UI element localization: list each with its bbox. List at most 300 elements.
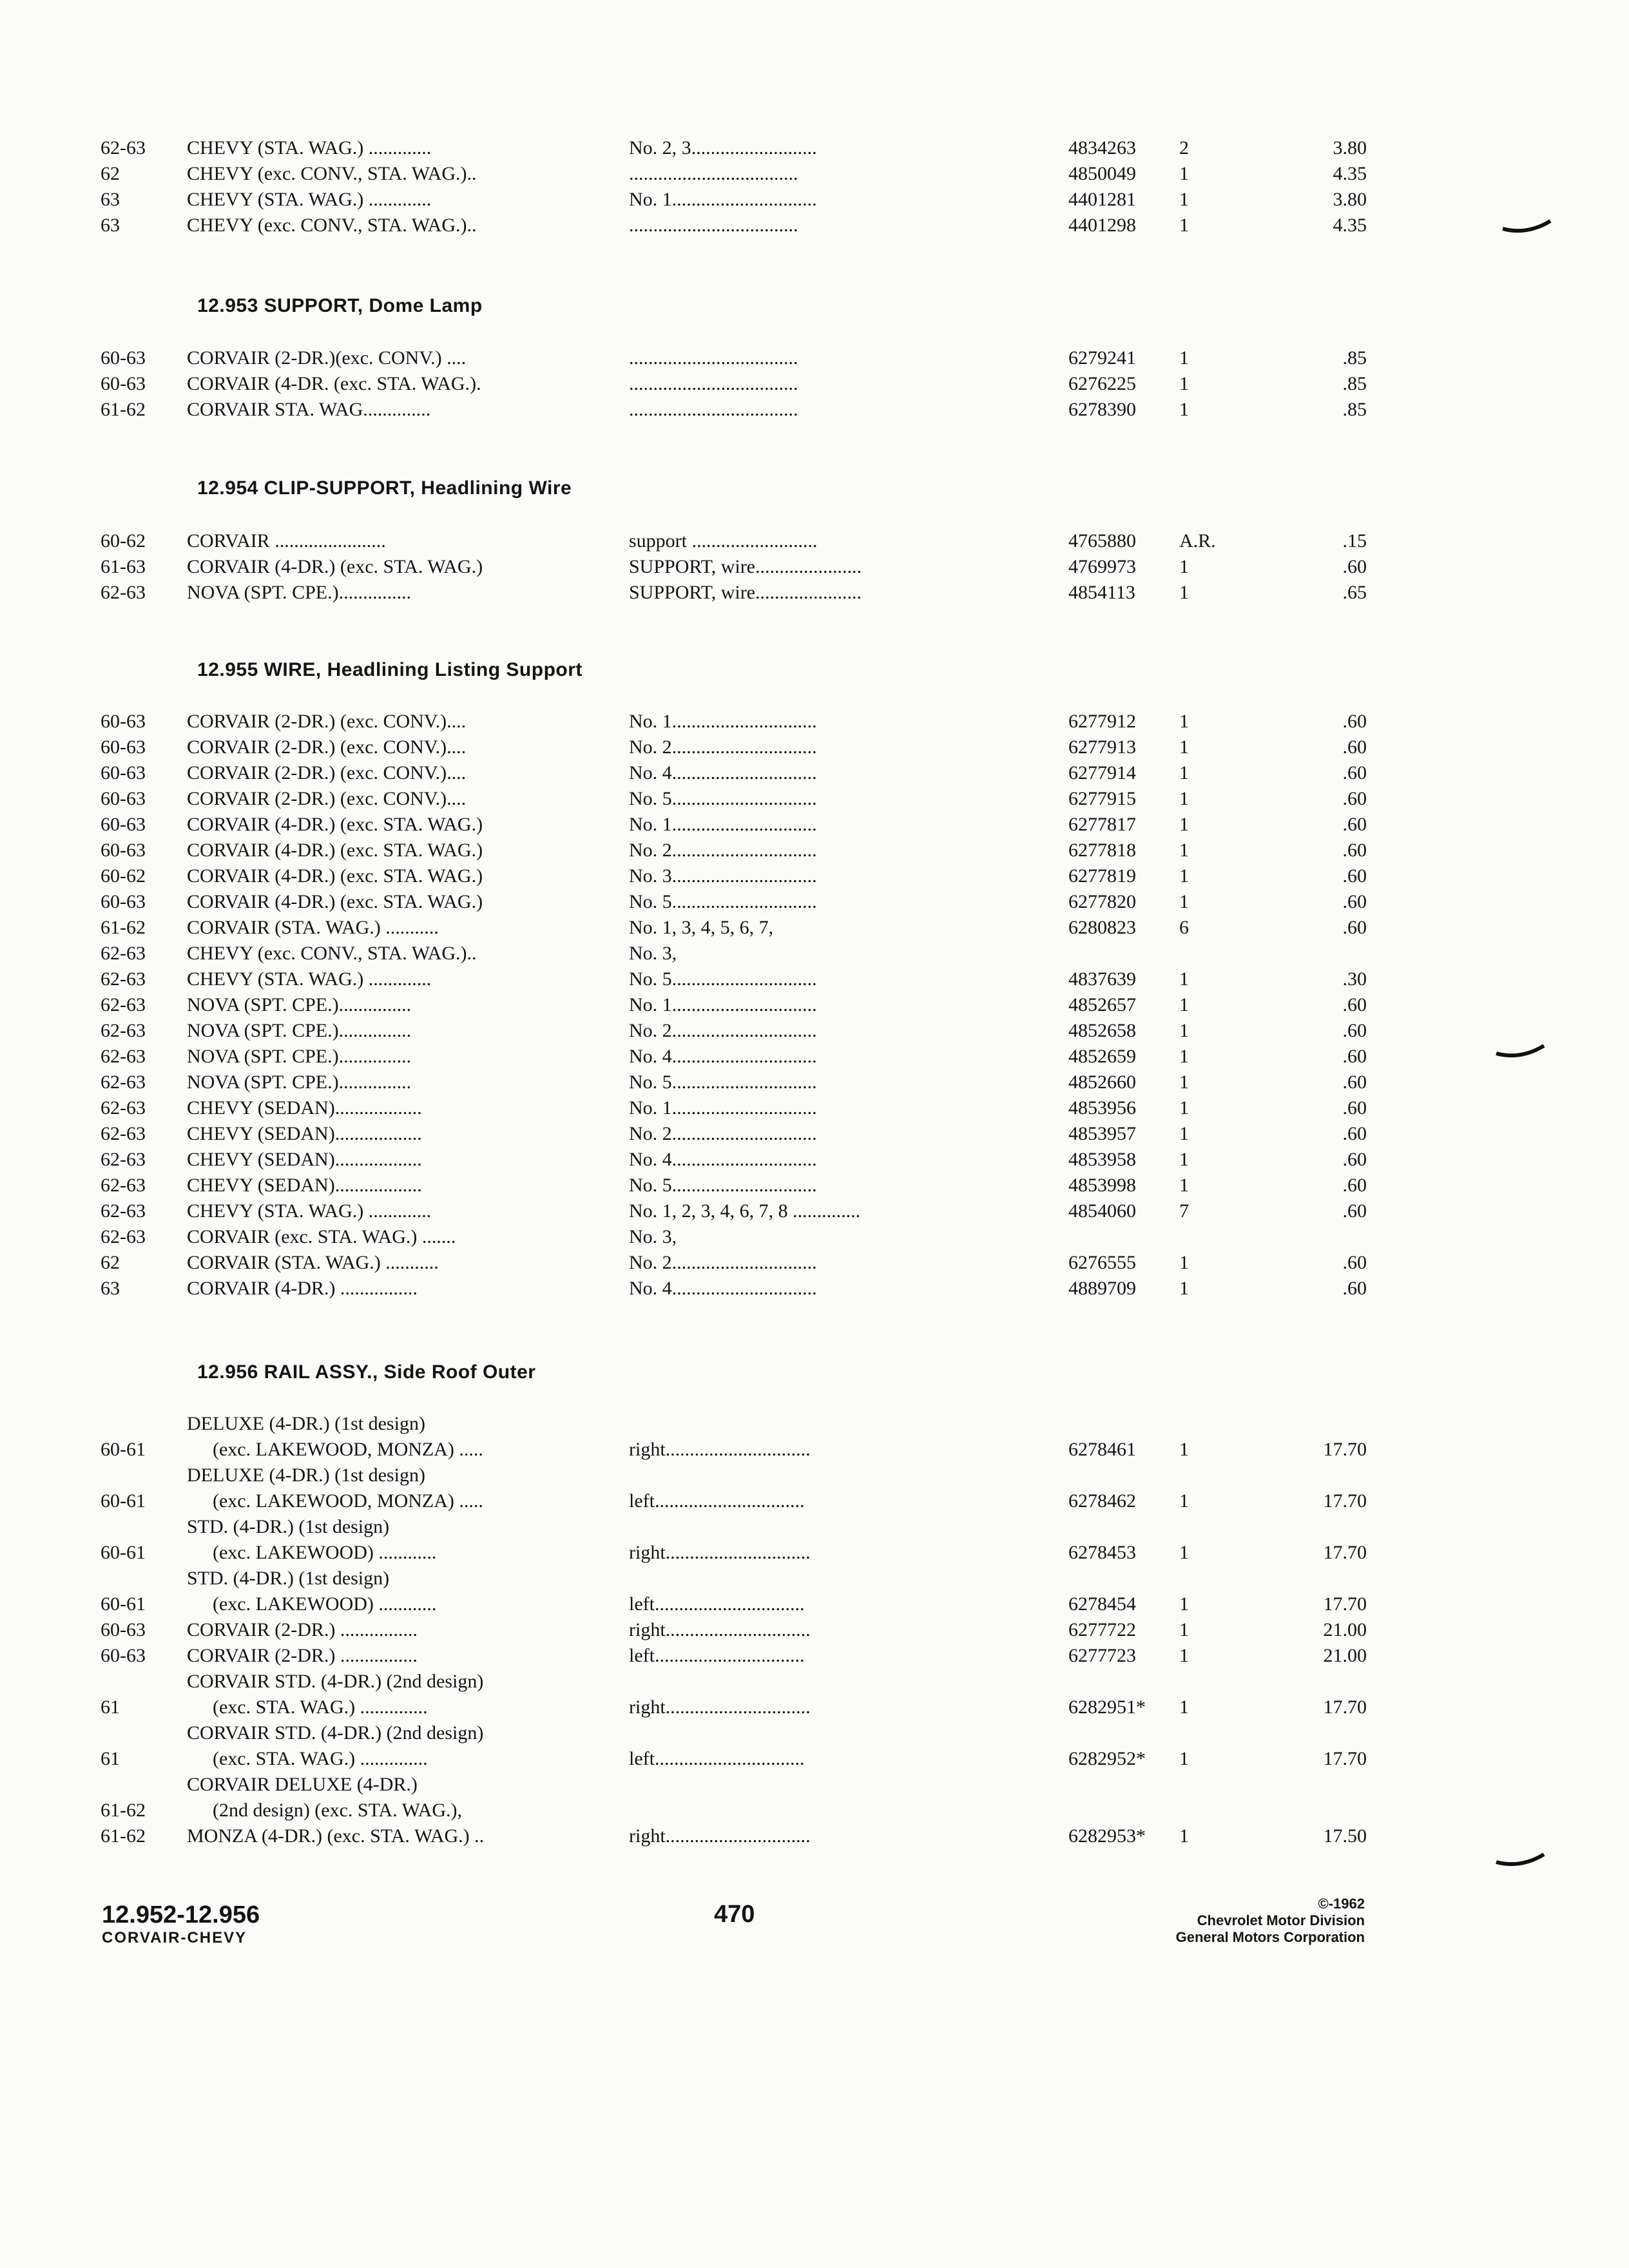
parts-table-row — [101, 1617, 1367, 1643]
price: .85 — [1342, 373, 1367, 394]
parts-table-row — [101, 161, 1367, 187]
part-number: 4853998 — [1068, 1175, 1136, 1196]
quantity: 1 — [1179, 1046, 1189, 1067]
part-description: ................................... — [629, 347, 798, 369]
part-number: 6282951* — [1068, 1696, 1146, 1718]
quantity: 1 — [1179, 891, 1189, 912]
section-heading: 12.953 SUPPORT, Dome Lamp — [197, 295, 483, 316]
parts-table-row — [101, 760, 1367, 786]
parts-table-row — [101, 992, 1367, 1018]
model-name: CORVAIR (2-DR.) (exc. CONV.).... — [187, 762, 467, 783]
quantity: 1 — [1179, 1072, 1189, 1093]
price: 17.70 — [1323, 1593, 1367, 1615]
model-name: CORVAIR (STA. WAG.) ........... — [187, 1252, 439, 1273]
part-number: 4852658 — [1068, 1020, 1136, 1041]
part-number: 6277819 — [1068, 865, 1136, 887]
model-name: CORVAIR STD. (4-DR.) (2nd design) — [187, 1671, 484, 1692]
part-description: ................................... — [629, 399, 798, 420]
part-description: No. 4.............................. — [629, 1046, 817, 1067]
part-description: No. 4.............................. — [629, 762, 817, 783]
model-year: 62-63 — [101, 968, 146, 990]
model-name: CORVAIR (2-DR.) (exc. CONV.).... — [187, 711, 467, 732]
footer-division: Chevrolet Motor Division — [1197, 1912, 1365, 1928]
price: .60 — [1342, 1149, 1367, 1170]
part-number: 6276225 — [1068, 373, 1136, 394]
quantity: 1 — [1179, 711, 1189, 732]
model-year: 62-63 — [101, 1097, 146, 1119]
part-description: left............................... — [629, 1490, 805, 1512]
parts-table-row — [101, 1669, 1367, 1720]
model-name: CORVAIR (2-DR.) ................ — [187, 1645, 418, 1666]
quantity: 1 — [1179, 1619, 1189, 1640]
quantity: 1 — [1179, 1097, 1189, 1119]
model-name-continued: (exc. LAKEWOOD, MONZA) ..... — [213, 1439, 483, 1460]
model-name: MONZA (4-DR.) (exc. STA. WAG.) .. — [187, 1825, 485, 1847]
price: .60 — [1342, 711, 1367, 732]
part-number: 6276555 — [1068, 1252, 1136, 1273]
parts-table-row — [101, 1224, 1299, 1250]
scan-mark — [1495, 1849, 1547, 1875]
model-year: 61 — [101, 1748, 120, 1769]
model-year: 60-61 — [101, 1593, 146, 1615]
model-year: 63 — [101, 215, 120, 236]
part-description: No. 2.............................. — [629, 736, 817, 758]
model-name: CORVAIR ....................... — [187, 530, 386, 552]
model-name: CORVAIR (4-DR.) (exc. STA. WAG.) — [187, 865, 483, 887]
model-name: CORVAIR (4-DR.) ................ — [187, 1278, 418, 1299]
model-name: CORVAIR STD. (4-DR.) (2nd design) — [187, 1722, 484, 1744]
price: .60 — [1342, 814, 1367, 835]
parts-table-row — [101, 1772, 1299, 1823]
part-number: 4854060 — [1068, 1200, 1136, 1222]
footer-line-name: CORVAIR-CHEVY — [102, 1929, 247, 1946]
price: 4.35 — [1333, 215, 1367, 236]
quantity: 1 — [1179, 1645, 1189, 1666]
quantity: 1 — [1179, 189, 1189, 210]
part-description: No. 5.............................. — [629, 968, 817, 990]
model-year: 61 — [101, 1696, 120, 1718]
quantity: 1 — [1179, 1175, 1189, 1196]
quantity: 1 — [1179, 347, 1189, 369]
model-name: NOVA (SPT. CPE.)............... — [187, 582, 412, 603]
quantity: 1 — [1179, 1696, 1189, 1718]
part-description: right.............................. — [629, 1542, 811, 1563]
quantity: 1 — [1179, 1542, 1189, 1563]
model-year: 63 — [101, 1278, 120, 1299]
quantity: 6 — [1179, 917, 1189, 938]
price: 17.70 — [1323, 1439, 1367, 1460]
model-year: 61-63 — [101, 556, 146, 577]
quantity: 1 — [1179, 1593, 1189, 1615]
scan-mark — [1495, 1041, 1547, 1066]
price: .60 — [1342, 1123, 1367, 1144]
part-number: 4837639 — [1068, 968, 1136, 990]
part-number: 6277913 — [1068, 736, 1136, 758]
part-description: left............................... — [629, 1593, 805, 1615]
parts-table-row — [101, 397, 1367, 423]
parts-table-row — [101, 345, 1367, 371]
part-description: No. 3, — [629, 943, 677, 964]
part-number: 6278461 — [1068, 1439, 1136, 1460]
model-name: CORVAIR (4-DR.) (exc. STA. WAG.) — [187, 891, 483, 912]
part-description: No. 2.............................. — [629, 1020, 817, 1041]
quantity: 1 — [1179, 1123, 1189, 1144]
price: .60 — [1342, 1175, 1367, 1196]
model-year: 62-63 — [101, 1072, 146, 1093]
model-name-continued: (exc. STA. WAG.) .............. — [213, 1696, 428, 1718]
model-name: CORVAIR (4-DR.) (exc. STA. WAG.) — [187, 556, 483, 577]
footer-section-range: 12.952-12.956 — [102, 1901, 260, 1928]
price: .15 — [1342, 530, 1367, 552]
model-year: 60-63 — [101, 891, 146, 912]
part-number: 4401281 — [1068, 189, 1136, 210]
footer-section-ref — [102, 1901, 260, 1947]
part-number: 6278390 — [1068, 399, 1136, 420]
model-year: 61-62 — [101, 1800, 146, 1821]
model-name: CHEVY (SEDAN).................. — [187, 1123, 422, 1144]
price: .60 — [1342, 865, 1367, 887]
parts-table-row — [101, 1198, 1367, 1224]
part-description: SUPPORT, wire...................... — [629, 556, 862, 577]
price: 4.35 — [1333, 163, 1367, 184]
model-year: 62 — [101, 163, 120, 184]
page-number: 470 — [714, 1901, 755, 1928]
parts-table-row — [101, 554, 1367, 580]
part-number: 6278454 — [1068, 1593, 1136, 1615]
model-name: CHEVY (STA. WAG.) ............. — [187, 1200, 432, 1222]
part-description: No. 5.............................. — [629, 1175, 817, 1196]
model-name: NOVA (SPT. CPE.)............... — [187, 1046, 412, 1067]
price: .60 — [1342, 1072, 1367, 1093]
part-number: 4852659 — [1068, 1046, 1136, 1067]
model-year: 62-63 — [101, 1123, 146, 1144]
price: .60 — [1342, 1046, 1367, 1067]
quantity: 1 — [1179, 762, 1189, 783]
model-name-continued: (exc. LAKEWOOD) ............ — [213, 1542, 437, 1563]
part-number: 6277820 — [1068, 891, 1136, 912]
price: .30 — [1342, 968, 1367, 990]
model-year: 60-63 — [101, 814, 146, 835]
model-year: 60-63 — [101, 736, 146, 758]
part-description: left............................... — [629, 1645, 805, 1666]
part-number: 4852657 — [1068, 994, 1136, 1015]
quantity: 1 — [1179, 163, 1189, 184]
parts-table-row — [101, 1018, 1367, 1044]
parts-table-row — [101, 709, 1367, 735]
model-year: 60-63 — [101, 373, 146, 394]
price: .60 — [1342, 917, 1367, 938]
part-number: 6282952* — [1068, 1748, 1146, 1769]
model-name: CHEVY (SEDAN).................. — [187, 1149, 422, 1170]
part-description: No. 1.............................. — [629, 814, 817, 835]
part-description: No. 1, 3, 4, 5, 6, 7, — [629, 917, 774, 938]
part-number: 6277817 — [1068, 814, 1136, 835]
quantity: 1 — [1179, 1020, 1189, 1041]
quantity: 1 — [1179, 1439, 1189, 1460]
quantity: 1 — [1179, 736, 1189, 758]
price: 3.80 — [1333, 189, 1367, 210]
part-number: 6282953* — [1068, 1825, 1146, 1847]
parts-table-row — [101, 1411, 1367, 1463]
model-name: CHEVY (exc. CONV., STA. WAG.).. — [187, 215, 477, 236]
parts-table-row — [101, 863, 1367, 889]
parts-table-row — [101, 1514, 1367, 1566]
quantity: 1 — [1179, 840, 1189, 861]
quantity: 1 — [1179, 556, 1189, 577]
parts-table-row — [101, 915, 1367, 941]
price: 17.70 — [1323, 1696, 1367, 1718]
model-name: CORVAIR STA. WAG.............. — [187, 399, 431, 420]
parts-table-row — [101, 1566, 1367, 1617]
price: .85 — [1342, 399, 1367, 420]
quantity: 1 — [1179, 215, 1189, 236]
quantity: 1 — [1179, 1149, 1189, 1170]
part-number: 4889709 — [1068, 1278, 1136, 1299]
parts-table-row — [101, 1044, 1367, 1070]
price: .60 — [1342, 788, 1367, 809]
quantity: 1 — [1179, 788, 1189, 809]
model-name: CHEVY (SEDAN).................. — [187, 1175, 422, 1196]
quantity: 1 — [1179, 814, 1189, 835]
parts-table-row — [101, 580, 1367, 606]
model-name: CORVAIR (2-DR.)(exc. CONV.) .... — [187, 347, 467, 369]
model-name: NOVA (SPT. CPE.)............... — [187, 994, 412, 1015]
model-year: 62-63 — [101, 1200, 146, 1222]
part-description: No. 1.............................. — [629, 189, 817, 210]
model-year: 63 — [101, 189, 120, 210]
part-number: 4854113 — [1068, 582, 1135, 603]
part-description: No. 1, 2, 3, 4, 6, 7, 8 .............. — [629, 1200, 861, 1222]
part-number: 4853958 — [1068, 1149, 1136, 1170]
model-name-continued: (exc. STA. WAG.) .............. — [213, 1748, 428, 1769]
model-year: 61-62 — [101, 1825, 146, 1847]
part-description: No. 5.............................. — [629, 1072, 817, 1093]
part-number: 6280823 — [1068, 917, 1136, 938]
model-year: 60-61 — [101, 1490, 146, 1512]
quantity: 1 — [1179, 1252, 1189, 1273]
model-name: STD. (4-DR.) (1st design) — [187, 1516, 390, 1537]
model-year: 60-63 — [101, 711, 146, 732]
section-heading: 12.954 CLIP-SUPPORT, Headlining Wire — [197, 477, 572, 499]
parts-table-row — [101, 1720, 1367, 1772]
part-description: right.............................. — [629, 1696, 811, 1718]
quantity: 1 — [1179, 373, 1189, 394]
quantity: A.R. — [1179, 530, 1216, 552]
part-description: left............................... — [629, 1748, 805, 1769]
model-year: 60-63 — [101, 347, 146, 369]
part-description: No. 2, 3.......................... — [629, 137, 817, 159]
parts-table-row — [101, 1823, 1367, 1849]
parts-table-row — [101, 135, 1367, 161]
model-name: NOVA (SPT. CPE.)............... — [187, 1020, 412, 1041]
price: .60 — [1342, 840, 1367, 861]
parts-table-row — [101, 1070, 1367, 1095]
parts-table-row — [101, 1147, 1367, 1173]
price: .85 — [1342, 347, 1367, 369]
quantity: 1 — [1179, 1748, 1189, 1769]
part-number: 6277915 — [1068, 788, 1136, 809]
model-name: CORVAIR (2-DR.) (exc. CONV.).... — [187, 736, 467, 758]
parts-table-row — [101, 213, 1367, 238]
model-year: 60-63 — [101, 762, 146, 783]
part-description: No. 2.............................. — [629, 1252, 817, 1273]
quantity: 2 — [1179, 137, 1189, 159]
parts-table-row — [101, 966, 1367, 992]
model-name: CHEVY (STA. WAG.) ............. — [187, 137, 432, 159]
model-name: CORVAIR (2-DR.) (exc. CONV.).... — [187, 788, 467, 809]
price: 21.00 — [1323, 1619, 1367, 1640]
price: 17.50 — [1323, 1825, 1367, 1847]
quantity: 1 — [1179, 994, 1189, 1015]
part-number: 4401298 — [1068, 215, 1136, 236]
part-description: ................................... — [629, 373, 798, 394]
price: .60 — [1342, 762, 1367, 783]
parts-table-row — [101, 1121, 1367, 1147]
part-description: No. 4.............................. — [629, 1149, 817, 1170]
model-name: DELUXE (4-DR.) (1st design) — [187, 1413, 425, 1434]
model-year: 62-63 — [101, 1020, 146, 1041]
quantity: 1 — [1179, 1490, 1189, 1512]
parts-table-row — [101, 1463, 1367, 1514]
price: .60 — [1342, 891, 1367, 912]
part-description: No. 3.............................. — [629, 865, 817, 887]
price: .60 — [1342, 556, 1367, 577]
parts-table-row — [101, 1250, 1367, 1276]
part-description: No. 3, — [629, 1226, 677, 1247]
price: .60 — [1342, 1020, 1367, 1041]
parts-table-row — [101, 1643, 1367, 1669]
part-number: 6277722 — [1068, 1619, 1136, 1640]
quantity: 1 — [1179, 582, 1189, 603]
part-description: ................................... — [629, 215, 798, 236]
quantity: 7 — [1179, 1200, 1189, 1222]
price: 17.70 — [1323, 1542, 1367, 1563]
footer-copyright: ©-1962 — [1318, 1896, 1365, 1912]
footer-publisher — [1176, 1896, 1365, 1946]
parts-table-row — [101, 371, 1367, 397]
part-number: 4853956 — [1068, 1097, 1136, 1119]
model-name: CORVAIR (4-DR.) (exc. STA. WAG.) — [187, 814, 483, 835]
parts-table-row — [101, 889, 1367, 915]
model-name-continued: (exc. LAKEWOOD, MONZA) ..... — [213, 1490, 483, 1512]
part-number: 6279241 — [1068, 347, 1136, 369]
part-description: No. 2.............................. — [629, 840, 817, 861]
model-year: 60-61 — [101, 1439, 146, 1460]
model-name: STD. (4-DR.) (1st design) — [187, 1568, 390, 1589]
model-name: CHEVY (SEDAN).................. — [187, 1097, 422, 1119]
part-description: support .......................... — [629, 530, 818, 552]
parts-table-row — [101, 786, 1367, 812]
price: 21.00 — [1323, 1645, 1367, 1666]
model-name: CHEVY (exc. CONV., STA. WAG.).. — [187, 943, 477, 964]
part-number: 6277914 — [1068, 762, 1136, 783]
section-heading: 12.955 WIRE, Headlining Listing Support — [197, 659, 583, 680]
model-year: 62-63 — [101, 137, 146, 159]
model-year: 62-63 — [101, 943, 146, 964]
price: .60 — [1342, 1278, 1367, 1299]
price: .60 — [1342, 1200, 1367, 1222]
part-description: SUPPORT, wire...................... — [629, 582, 862, 603]
part-description: No. 2.............................. — [629, 1123, 817, 1144]
part-description: No. 1.............................. — [629, 1097, 817, 1119]
parts-table-row — [101, 528, 1367, 554]
model-name: CHEVY (exc. CONV., STA. WAG.).. — [187, 163, 477, 184]
model-name: CORVAIR (4-DR.) (exc. STA. WAG.) — [187, 840, 483, 861]
quantity: 1 — [1179, 865, 1189, 887]
quantity: 1 — [1179, 1278, 1189, 1299]
model-year: 62-63 — [101, 582, 146, 603]
price: .60 — [1342, 1097, 1367, 1119]
model-name: CORVAIR (2-DR.) ................ — [187, 1619, 418, 1640]
parts-table-row — [101, 1095, 1367, 1121]
model-name: CORVAIR (exc. STA. WAG.) ....... — [187, 1226, 456, 1247]
model-year: 62-63 — [101, 994, 146, 1015]
part-number: 6278462 — [1068, 1490, 1136, 1512]
price: 17.70 — [1323, 1748, 1367, 1769]
model-year: 60-61 — [101, 1542, 146, 1563]
parts-table-row — [101, 812, 1367, 838]
part-description: No. 1.............................. — [629, 711, 817, 732]
model-year: 62-63 — [101, 1046, 146, 1067]
part-number: 4852660 — [1068, 1072, 1136, 1093]
model-name-continued: (2nd design) (exc. STA. WAG.), — [213, 1800, 462, 1821]
quantity: 1 — [1179, 1825, 1189, 1847]
model-year: 61-62 — [101, 399, 146, 420]
model-year: 60-62 — [101, 865, 146, 887]
part-description: right.............................. — [629, 1619, 811, 1640]
model-name: CORVAIR (4-DR. (exc. STA. WAG.). — [187, 373, 481, 394]
price: .60 — [1342, 1252, 1367, 1273]
parts-table-row — [101, 187, 1367, 213]
model-name: CORVAIR DELUXE (4-DR.) — [187, 1774, 418, 1795]
model-name: NOVA (SPT. CPE.)............... — [187, 1072, 412, 1093]
model-year: 61-62 — [101, 917, 146, 938]
model-year: 62-63 — [101, 1149, 146, 1170]
part-description: No. 4.............................. — [629, 1278, 817, 1299]
part-number: 6277723 — [1068, 1645, 1136, 1666]
model-year: 60-63 — [101, 1645, 146, 1666]
parts-table-row — [101, 1276, 1367, 1302]
quantity: 1 — [1179, 968, 1189, 990]
part-description: right.............................. — [629, 1825, 811, 1847]
price: 3.80 — [1333, 137, 1367, 159]
section-heading: 12.956 RAIL ASSY., Side Roof Outer — [197, 1361, 536, 1383]
part-number: 4850049 — [1068, 163, 1136, 184]
price: 17.70 — [1323, 1490, 1367, 1512]
part-description: No. 5.............................. — [629, 891, 817, 912]
parts-table-row — [101, 941, 1299, 966]
model-year: 62-63 — [101, 1226, 146, 1247]
part-number: 4853957 — [1068, 1123, 1136, 1144]
part-description: ................................... — [629, 163, 798, 184]
parts-table-row — [101, 838, 1367, 863]
part-number: 4769973 — [1068, 556, 1136, 577]
model-name: DELUXE (4-DR.) (1st design) — [187, 1465, 425, 1486]
model-year: 60-63 — [101, 840, 146, 861]
quantity: 1 — [1179, 399, 1189, 420]
parts-table-row — [101, 735, 1367, 760]
model-name-continued: (exc. LAKEWOOD) ............ — [213, 1593, 437, 1615]
model-year: 60-63 — [101, 788, 146, 809]
scan-mark — [1501, 216, 1553, 242]
part-number: 4834263 — [1068, 137, 1136, 159]
price: .65 — [1342, 582, 1367, 603]
part-number: 6278453 — [1068, 1542, 1136, 1563]
price: .60 — [1342, 736, 1367, 758]
part-description: right.............................. — [629, 1439, 811, 1460]
footer-corporation: General Motors Corporation — [1175, 1929, 1365, 1945]
model-year: 62 — [101, 1252, 120, 1273]
